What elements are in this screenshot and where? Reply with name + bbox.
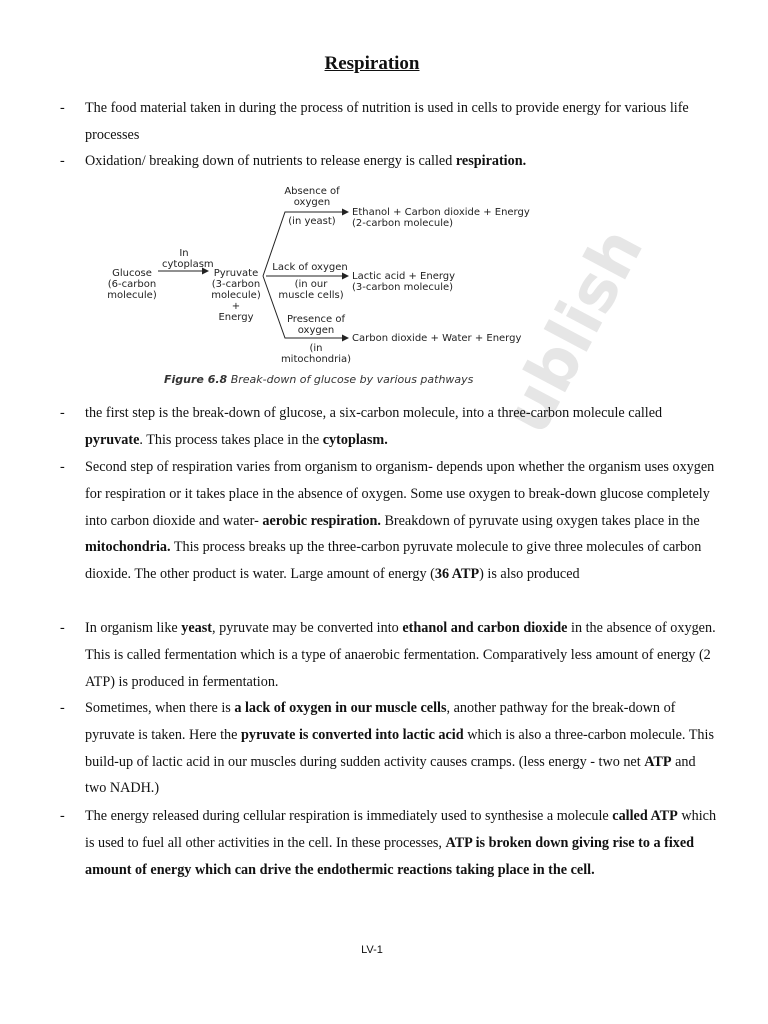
absence-of-oxygen-label: Absence of oxygen <box>284 186 340 208</box>
lactic-acid-products-label: Lactic acid + Energy (3-carbon molecule) <box>352 271 456 293</box>
paragraph-intro-1 <box>60 95 720 149</box>
paragraph-intro-2 <box>60 148 720 175</box>
ethanol-products-label: Ethanol + Carbon dioxide + Energy (2-carbon molecule) <box>352 207 530 229</box>
bullet-dash: - <box>60 153 65 169</box>
in-cytoplasm-label: In cytoplasm <box>162 248 214 270</box>
page-title: Respiration <box>324 53 420 74</box>
paragraph-atp: - The energy released during cellular respiration is immediately used to synthesise a molecule called ATP which is used to fuel all other activities in the cell. In these processes, ATP is broken down giving rise to a fixed amount of energy which can drive the endothermic reactions taking place in the cell. <box>60 803 720 883</box>
bullet-dash: - <box>60 620 65 636</box>
bold-term: respiration. <box>455 153 527 169</box>
paragraph-muscle-cells: - Sometimes, when there is a lack of oxygen in our muscle cells, another pathway for the break-down of pyruvate is taken. Here the pyruvate is converted into lactic acid which is also a three-carbon molecule. This build-up of lactic acid in our muscles during sudden activity causes cramps. (less energy - two net ATP and two NADH.) <box>60 695 720 802</box>
paragraph-second-step: - Second step of respiration varies from organism to organism- depends upon whether the organism uses oxygen for respiration or it takes place in the absence of oxygen. Some use oxygen to break-down glucose completely into carbon dioxide and water- aerobic respiration. Breakdown of pyruvate using oxygen takes place in the mitochondria. This process breaks up the three-carbon pyruvate molecule to give three molecules of carbon dioxide. The other product is water. Large amount of energy (36 ATP) is also produced <box>60 454 720 588</box>
lack-of-oxygen-label: Lack of oxygen <box>272 262 348 273</box>
paragraph-text: The food material taken in during the process of nutrition is used in cells to provide energy for various life processes <box>85 100 689 143</box>
figure-caption <box>164 373 473 386</box>
bullet-dash: - <box>60 100 65 116</box>
figure-caption-label: Figure 6.8 <box>164 373 228 386</box>
watermark: ublish <box>490 216 659 445</box>
in-mitochondria-label: (in mitochondria) <box>280 343 352 365</box>
page-footer: LV-1 <box>361 944 383 956</box>
aerobic-products-label: Carbon dioxide + Water + Energy <box>352 333 522 344</box>
bullet-dash: - <box>60 405 65 421</box>
bullet-dash: - <box>60 700 65 716</box>
pyruvate-label: Pyruvate (3-carbon molecule) + Energy <box>211 268 261 323</box>
paragraph-yeast: - In organism like yeast, pyruvate may be converted into ethanol and carbon dioxide in the absence of oxygen. This is called fermentation which is a type of anaerobic fermentation. Comparatively less amount of energy (2 ATP) is produced in fermentation. <box>60 615 720 695</box>
figure-caption-text: Break-down of glucose by various pathways <box>230 373 474 386</box>
in-yeast-label: (in yeast) <box>288 216 336 227</box>
glucose-label: Glucose (6-carbon molecule) <box>107 268 157 301</box>
bullet-dash: - <box>60 459 65 475</box>
bullet-dash: - <box>60 808 65 824</box>
paragraph-first-step: - the first step is the break-down of glucose, a six-carbon molecule, into a three-carbon molecule called pyruvate. This process takes place in the cytoplasm. <box>60 400 720 454</box>
paragraph-text: Oxidation/ breaking down of nutrients to release energy is called <box>85 153 456 169</box>
in-muscle-cells-label: (in our muscle cells) <box>278 279 344 301</box>
presence-of-oxygen-label: Presence of oxygen <box>286 314 346 336</box>
